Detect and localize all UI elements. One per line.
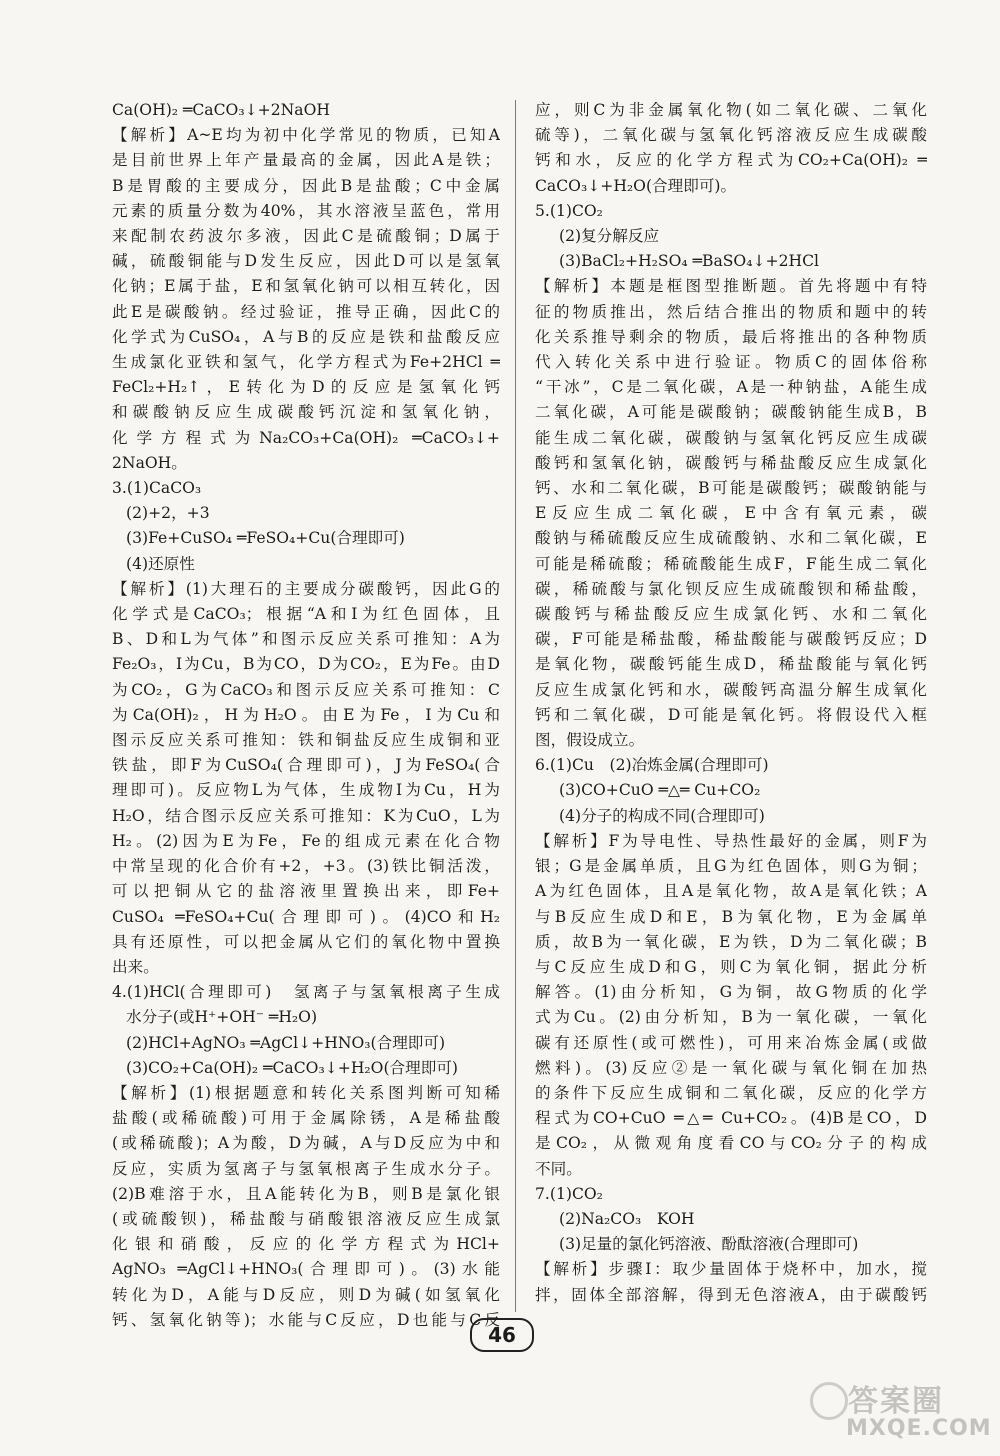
- left-column: [112, 98, 500, 1333]
- text-line: 出来。: [112, 957, 159, 976]
- text-line: 酸钙和氢氧化钠，碳酸钙与稀盐酸反应生成氯化: [535, 453, 927, 472]
- watermark-text: 答案圈: [848, 1384, 944, 1419]
- text-line: 反应生成氯化钙和水，碳酸钙高温分解生成氧化: [535, 680, 927, 699]
- text-line: 元素的质量分数为40%，其水溶液呈蓝色，常用: [112, 201, 500, 220]
- text-line: 碱，硫酸铜能与D发生反应，因此D可以是氢氧: [112, 252, 500, 271]
- text-line: A为红色固体，且A是氧化物，故A是氧化铁；A: [535, 882, 927, 901]
- text-line: 的条件下反应生成铜和二氧化碳，反应的化学方: [535, 1083, 927, 1102]
- text-line: (2)复分解反应: [559, 227, 660, 246]
- text-line: (3)Fe+CuSO₄ ═FeSO₄+Cu(合理即可): [126, 529, 405, 548]
- text-line: 为CO₂，G为CaCO₃和图示反应关系可推知：C: [112, 680, 500, 699]
- text-line: (3)CO+CuO ═△═ Cu+CO₂: [559, 781, 761, 800]
- text-line: (或稀硫酸)；A为酸，D为碱，A与D反应为中和: [112, 1134, 500, 1153]
- text-line: (2)+2，+3: [126, 504, 210, 523]
- text-line: 碳酸钙与稀盐酸反应生成氯化钙、水和二氧化: [535, 605, 927, 624]
- text-line: 【解析】F为导电性、导热性最好的金属，则F为: [535, 831, 927, 850]
- text-line: (3)CO₂+Ca(OH)₂ ═CaCO₃↓+H₂O(合理即可): [126, 1058, 458, 1077]
- watermark-circle-icon: [810, 1382, 848, 1420]
- text-line: 生成氯化亚铁和氢气，化学方程式为Fe+2HCl ═: [112, 353, 500, 372]
- text-line: 可以把铜从它的盐溶液里置换出来，即Fe+: [112, 882, 500, 901]
- text-line: (或硫酸钡)，稀盐酸与硝酸银溶液反应生成氯: [112, 1209, 500, 1228]
- text-line: 为Ca(OH)₂，H为H₂O。由E为Fe，I为Cu和: [112, 705, 500, 724]
- text-line: (4)还原性: [126, 554, 195, 573]
- text-line: 反应，实质为氢离子与氢氧根离子生成水分子。: [112, 1159, 500, 1178]
- text-line: 是氧化物，碳酸钙能生成D，稀盐酸能与氧化钙: [535, 655, 927, 674]
- text-line: (2)HCl+AgNO₃ ═AgCl↓+HNO₃(合理即可): [126, 1033, 446, 1052]
- text-line: 碳有还原性(或可燃性)，可用来冶炼金属(或做: [535, 1033, 927, 1052]
- text-line: 解答。(1)由分析知，G为铜，故G物质的化学: [535, 983, 927, 1002]
- text-line: 和碳酸钠反应生成碳酸钙沉淀和氢氧化钠，: [112, 403, 500, 422]
- text-line: 7.(1)CO₂: [535, 1184, 603, 1203]
- text-line: 式为Cu。(2)由分析知，B为一氧化碳，一氧化: [535, 1008, 927, 1027]
- text-line: 应，则C为非金属氧化物(如二氧化碳、二氧化: [535, 101, 927, 119]
- text-line: 【解析】本题是框图型推断题。首先将题中有特: [535, 277, 927, 296]
- text-line: 碳，F可能是稀盐酸，稀盐酸能与碳酸钙反应；D: [535, 630, 927, 649]
- text-line: 化钠；E属于盐，E和氢氧化钠可以相互转化，因: [112, 277, 500, 296]
- text-line: 中常呈现的化合价有+2，+3。(3)铁比铜活泼，: [112, 857, 500, 876]
- text-line: 二氧化碳，A可能是碳酸钠；碳酸钠能生成B，B: [535, 403, 927, 422]
- watermark-url: MXQE.COM: [846, 1416, 992, 1441]
- text-line: 与B反应生成D和E，B为氧化物，E为金属单: [535, 907, 927, 926]
- page-number: 46: [470, 1318, 534, 1352]
- text-line: 是CO₂，从微观角度看CO与CO₂分子的构成: [535, 1134, 927, 1153]
- text-line: 不同。: [535, 1159, 582, 1178]
- text-line: H₂。(2)因为E为Fe，Fe的组成元素在化合物: [112, 831, 500, 850]
- text-line: (4)分子的构成不同(合理即可): [559, 806, 765, 825]
- right-column: [535, 98, 927, 1308]
- text-line: “干冰”，C是二氧化碳，A是一种钠盐，A能生成: [535, 378, 927, 397]
- text-line: 质，故B为一氧化碳，E为铁，D为二氧化碳；B: [535, 932, 927, 951]
- text-line: 银；G是金属单质，且G为红色固体，则G为铜；: [535, 857, 927, 876]
- text-line: 可能是稀硫酸；稀硫酸能生成F，F能生成二氧化: [535, 554, 927, 573]
- text-line: 图示反应关系可推知：铁和铜盐反应生成铜和亚: [112, 731, 500, 750]
- text-line: (3)足量的氯化钙溶液、酚酞溶液(合理即可): [559, 1235, 859, 1254]
- text-line: 【解析】A~E均为初中化学常见的物质，已知A: [112, 126, 500, 145]
- text-line: CaCO₃↓+H₂O(合理即可)。: [535, 176, 737, 195]
- text-line: 钙和二氧化碳，D可能是氧化钙。将假设代入框: [535, 705, 927, 724]
- text-line: 拌，固体全部溶解，得到无色溶液A，由于碳酸钙: [535, 1285, 927, 1304]
- text-line: 来配制农药波尔多液，因此C是硫酸铜；D属于: [112, 227, 500, 246]
- text-line: 图，假设成立。: [535, 731, 645, 750]
- text-line: E反应生成二氧化碳，E中含有氧元素，碳: [535, 504, 927, 523]
- text-line: 钙、水和二氧化碳，B可能是碳酸钙；碳酸钠能与: [535, 479, 927, 498]
- text-line: 是目前世界上年产量最高的金属，因此A是铁；: [112, 151, 500, 170]
- text-line: 【解析】步骤Ⅰ：取少量固体于烧杯中，加水，搅: [535, 1260, 927, 1279]
- text-line: 与C反应生成D和G，则C为氧化铜，据此分析: [535, 957, 927, 976]
- text-line: 理即可)。反应物L为气体，生成物I为Cu，H为: [112, 781, 500, 800]
- text-line: FeCl₂+H₂↑，E转化为D的反应是氢氧化钙: [112, 378, 500, 397]
- text-line: (2)Na₂CO₃ KOH: [559, 1209, 695, 1228]
- text-line: 代入转化关系中进行验证。物质C的固体俗称: [535, 353, 927, 372]
- text-line: (2)B难溶于水，且A能转化为B，则B是氯化银: [112, 1184, 500, 1203]
- text-line: 6.(1)Cu (2)冶炼金属(合理即可): [535, 756, 769, 775]
- column-divider: [515, 100, 516, 1312]
- text-line: 化银和硝酸，反应的化学方程式为HCl+: [112, 1235, 500, 1254]
- text-line: 5.(1)CO₂: [535, 201, 603, 220]
- text-line: 【解析】(1)根据题意和转化关系图判断可知稀: [112, 1083, 500, 1102]
- text-line: H₂O，结合图示反应关系可推知：K为CuO，L为: [112, 806, 500, 825]
- text-line: (3)BaCl₂+H₂SO₄ ═BaSO₄↓+2HCl: [559, 252, 820, 271]
- text-line: 能生成二氧化碳，碳酸钠与氢氧化钙反应生成碳: [535, 428, 927, 447]
- text-line: 化学式是CaCO₃；根据“A和I为红色固体，且: [112, 605, 500, 624]
- text-line: AgNO₃ ═AgCl↓+HNO₃(合理即可)。(3)水能: [112, 1260, 500, 1279]
- text-line: 燃料)。(3)反应②是一氧化碳与氧化铜在加热: [535, 1058, 927, 1077]
- watermark-logo: [808, 1376, 992, 1446]
- text-line: 化学式为CuSO₄，A与B的反应是铁和盐酸反应: [112, 327, 500, 346]
- text-line: CuSO₄ ═FeSO₄+Cu(合理即可)。(4)CO和H₂: [112, 907, 500, 926]
- text-line: 硫等)，二氧化碳与氢氧化钙溶液反应生成碳酸: [535, 126, 927, 145]
- text-line: Ca(OH)₂ ═CaCO₃↓+2NaOH: [112, 101, 330, 119]
- text-line: 3.(1)CaCO₃: [112, 479, 202, 498]
- text-line: 4.(1)HCl(合理即可) 氢离子与氢氧根离子生成: [112, 983, 500, 1002]
- text-line: B是胃酸的主要成分，因此B是盐酸；C中金属: [112, 176, 500, 195]
- text-line: 征的物质推出，然后结合推出的物质和题中的转: [535, 302, 927, 321]
- text-line: B、D和L为气体”和图示反应关系可推知：A为: [112, 630, 500, 649]
- text-line: 酸钠与稀硫酸反应生成硫酸钠、水和二氧化碳，E: [535, 529, 927, 548]
- text-line: 钙、氢氧化钠等)；水能与C反应，D也能与C反: [112, 1310, 500, 1329]
- text-line: 具有还原性，可以把金属从它们的氧化物中置换: [112, 932, 500, 951]
- text-line: 盐酸(或稀硫酸)可用于金属除锈，A是稀盐酸: [112, 1109, 500, 1128]
- text-line: Fe₂O₃，I为Cu，B为CO，D为CO₂，E为Fe。由D: [112, 655, 500, 674]
- text-line: 钙和水，反应的化学方程式为CO₂+Ca(OH)₂ ═: [535, 151, 927, 170]
- text-line: 化关系推导剩余的物质，最后将推出的各种物质: [535, 327, 927, 346]
- text-line: 碳，稀硫酸与氯化钡反应生成硫酸钡和稀盐酸，: [535, 579, 927, 598]
- text-line: 此E是碳酸钠。经过验证，推导正确，因此C的: [112, 302, 500, 321]
- text-line: 2NaOH。: [112, 453, 187, 472]
- text-line: 水分子(或H⁺+OH⁻ ═H₂O): [126, 1008, 318, 1027]
- text-line: 【解析】(1)大理石的主要成分碳酸钙，因此G的: [112, 579, 500, 598]
- text-line: 化学方程式为Na₂CO₃+Ca(OH)₂ ═CaCO₃↓+: [112, 428, 500, 447]
- text-line: 程式为CO+CuO ═△═ Cu+CO₂。(4)B是CO，D: [535, 1109, 927, 1128]
- text-line: 铁盐，即F为CuSO₄(合理即可)，J为FeSO₄(合: [112, 756, 500, 775]
- text-line: 转化为D，A能与D反应，则D为碱(如氢氧化: [112, 1285, 500, 1304]
